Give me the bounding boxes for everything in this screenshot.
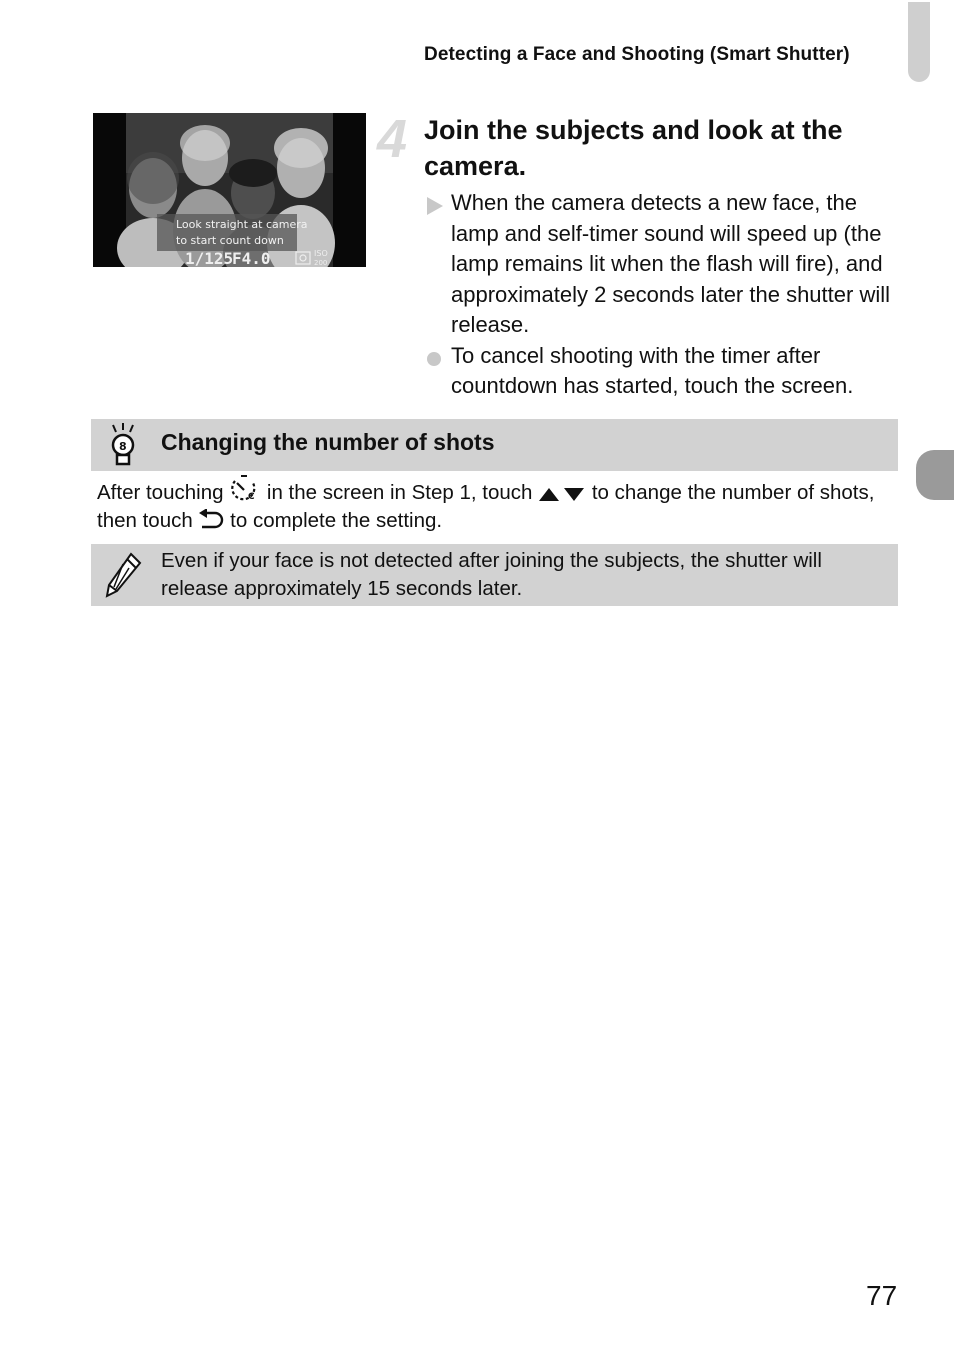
tip-body: After touching C in the screen in Step 1, touch to change the number of shots, then touch to complete the setting. [97,475,897,534]
iso-value: 200 [314,259,328,267]
bullet-operation [424,341,904,402]
custom-timer-icon [229,475,261,503]
svg-text:8: 8 [119,440,127,453]
note-text: Even if your face is not detected after joining the subjects, the shutter will release approximately 15 seconds later. [161,549,822,600]
up-down-arrows-icon [538,485,586,503]
shutter-speed-readout: 1/125 [185,249,234,267]
overlay-line-1: Look straight at camera [176,218,308,231]
chapter-tab-top [908,2,930,82]
svg-text:C: C [248,492,255,502]
iso-label: ISO [314,249,328,258]
overlay-line-2: to start count down [176,234,284,247]
triangle-bullet-icon [426,194,444,225]
step-bullets [424,188,904,402]
step-number: 4 [377,109,408,169]
aperture-readout: F4.0 [232,249,271,267]
bullet-text: When the camera detects a new face, the lamp and self-timer sound will speed up (the lamp remains lit when the flash will fire), and approximately 2 seconds later the shutter will release. [451,190,890,337]
camera-screen-photo [93,113,366,267]
tip-title: Changing the number of shots [161,429,495,455]
return-arrow-icon [198,509,224,531]
pencil-icon [103,551,143,599]
page-number: 77 [866,1280,898,1311]
bullet-text: To cancel shooting with the timer after countdown has started, touch the screen. [451,342,854,398]
lightbulb-icon [107,422,139,468]
chapter-tab-index [916,450,954,500]
step-title: Join the subjects and look at the camera. [424,115,843,181]
camera-screen-image [93,113,366,267]
circle-bullet-icon [426,347,444,378]
bullet-result [424,188,904,341]
section-header: Detecting a Face and Shooting (Smart Shutter) [424,44,850,65]
